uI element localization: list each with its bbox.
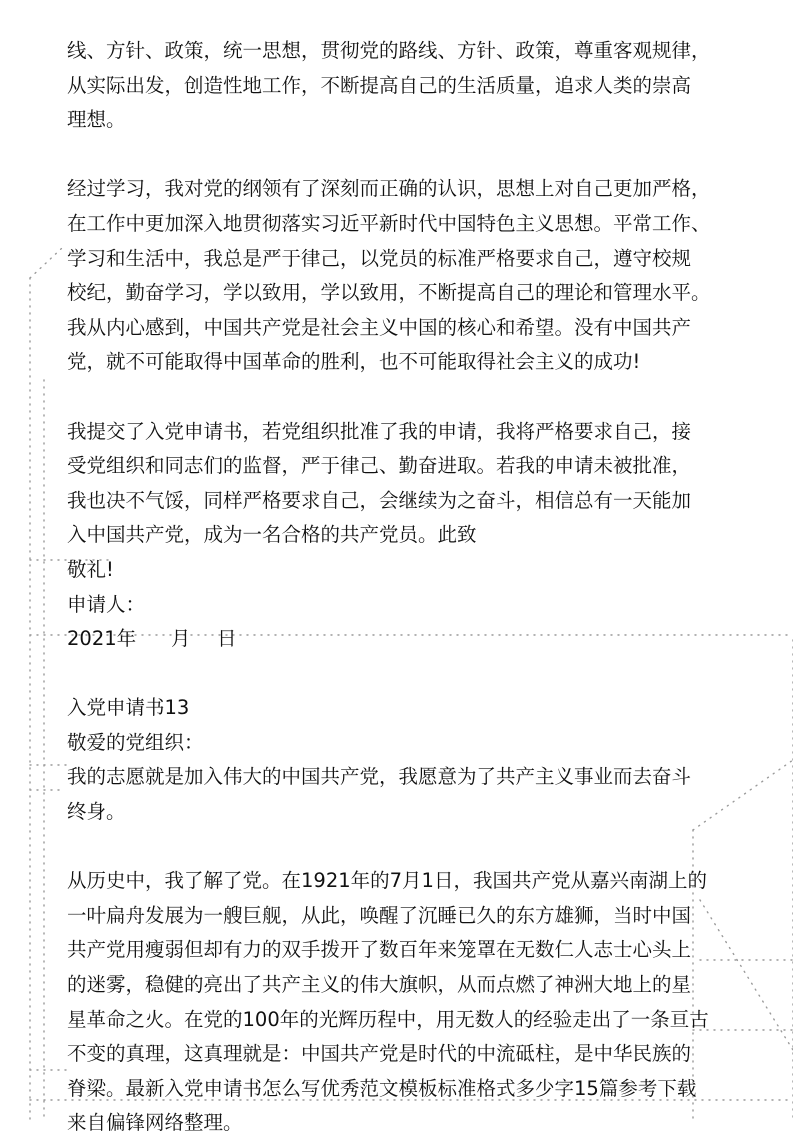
text-line: 来自偏锋网络整理。 [67, 1111, 243, 1135]
greeting: 敬爱的党组织： [67, 730, 204, 754]
text-line: 星革命之火。在党的100年的光辉历程中，用无数人的经验走出了一条亘古 [67, 1007, 709, 1031]
section-title: 入党申请书13 [67, 696, 190, 720]
date-month: 月 [171, 627, 191, 651]
text-line: 从历史中，我了解了党。在1921年的7月1日，我国共产党从嘉兴南湖上的 [67, 869, 707, 893]
date-year: 2021年 [67, 627, 137, 651]
paragraph-history [67, 864, 709, 1141]
paragraph-principles [67, 34, 711, 138]
text-line: 理想。 [67, 108, 126, 132]
text-line: 不变的真理，这真理就是：中国共产党是时代的中流砥柱，是中华民族的 [67, 1042, 692, 1066]
text-line: 我也决不气馁，同样严格要求自己，会继续为之奋斗，相信总有一天能加 [67, 488, 692, 512]
text-line: 我提交了入党申请书，若党组织批准了我的申请，我将严格要求自己，接 [67, 419, 692, 443]
text-line: 党，就不可能取得中国革命的胜利，也不可能取得社会主义的成功! [67, 350, 641, 374]
text-line: 线、方针、政策，统一思想，贯彻党的路线、方针、政策，尊重客观规律， [67, 39, 711, 62]
text-line: 在工作中更加深入地贯彻落实习近平新时代中国特色主义思想。平常工作、 [67, 211, 711, 235]
date-day: 日 [217, 627, 237, 651]
paragraph-gap [67, 657, 697, 692]
text-line: 校纪，勤奋学习，学以致用，学以致用，不断提高自己的理论和管理水平。 [67, 281, 711, 305]
text-line: 受党组织和同志们的监督，严于律己、勤奋进取。若我的申请未被批准， [67, 454, 692, 478]
paragraph-gap [67, 138, 697, 173]
text-line: 共产党用瘦弱但却有力的双手拨开了数百年来笼罩在无数仁人志士心头上 [67, 938, 692, 962]
text-line: 一叶扁舟发展为一艘巨舰，从此，唤醒了沉睡已久的东方雄狮，当时中国 [67, 903, 692, 927]
text-line: 经过学习，我对党的纲领有了深刻而正确的认识，思想上对自己更加严格， [67, 177, 711, 201]
salute: 敬礼! [67, 557, 114, 581]
paragraph-gap [67, 830, 697, 865]
paragraph-study [67, 172, 711, 380]
application-13 [67, 691, 697, 829]
text-line: 我的志愿就是加入伟大的中国共产党，我愿意为了共产主义事业而去奋斗 [67, 765, 692, 789]
text-line: 我从内心感到，中国共产党是社会主义中国的核心和希望。没有中国共产 [67, 315, 692, 339]
text-line: 从实际出发，创造性地工作，不断提高自己的生活质量，追求人类的崇高 [67, 73, 692, 97]
text-line: 的迷雾，稳健的亮出了共产主义的伟大旗帜，从而点燃了神洲大地上的星 [67, 973, 692, 997]
text-line: 终身。 [67, 800, 126, 824]
text-line: 学习和生活中，我总是严于律己，以党员的标准严格要求自己，遵守校规 [67, 246, 692, 270]
paragraph-commitment [67, 415, 697, 657]
paragraph-gap [67, 380, 697, 415]
date-line [67, 622, 697, 657]
text-line: 脊梁。最新入党申请书怎么写优秀范文模板标准格式多少字15篇参考下载 [67, 1076, 697, 1100]
applicant-label: 申请人： [67, 592, 146, 616]
document-body [67, 34, 711, 1141]
text-line: 入中国共产党，成为一名合格的共产党员。此致 [67, 523, 477, 547]
